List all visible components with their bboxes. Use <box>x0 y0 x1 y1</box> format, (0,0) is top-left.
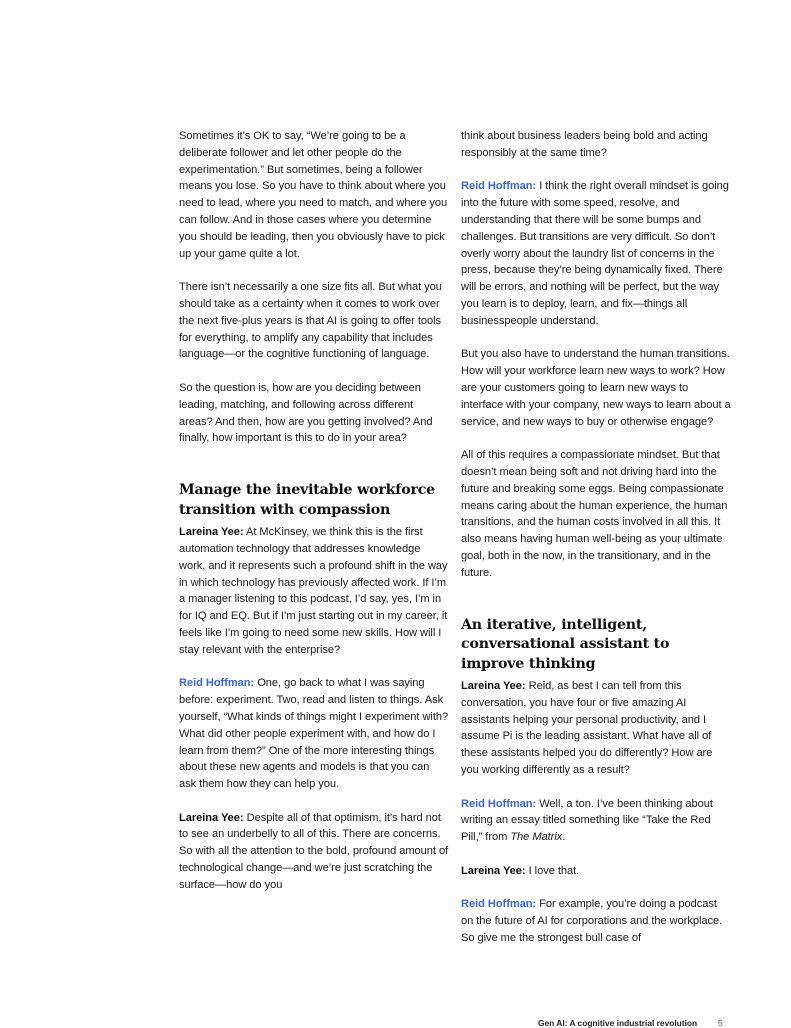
paragraph: think about business leaders being bold and acting responsibly at the same time? <box>461 130 708 159</box>
speech-text: At McKinsey, we think this is the first automation technology that addresses knowledge work, and it represents such a profound shift in the way in which technology has previously affected work. If I’m a manager listening to this podcast, I’d say, yes, I’m in for IQ and EQ. But if I’m just starting out in my career, it feels like I’m going to need some new skills. How will I stay relevant with the enterprise? <box>179 526 448 656</box>
interview-answer <box>461 896 731 946</box>
speaker-name: Lareina Yee: <box>179 526 244 539</box>
speech-text: One, go back to what I was saying before: experiment. Two, read and listen to things. Ask yourself, “What kinds of things might I experiment with? What did other people experiment with, and how do I learn from them?” One of the more interesting things about these new agents and models is that you can ask them how they can help you. <box>179 677 449 791</box>
speech-text: For example, you’re doing a podcast on the future of AI for corporations and the workplace. So give me the strongest bull case of <box>461 898 723 944</box>
paragraph: There isn’t necessarily a one size fits all. But what you should take as a certainty when it comes to work over the next five-plus years is that AI is going to offer tools for everything, to amplify any capability that includes language—or the cognitive functioning of language. <box>179 281 442 361</box>
interview-answer <box>461 796 731 846</box>
section-heading: Manage the inevitable workforce transition with compassion <box>179 482 435 518</box>
paragraph: Sometimes it’s OK to say, “We’re going to be a deliberate follower and let other people do the experimentation.” But sometimes, being a follower means you lose. So you have to think about where you need to lead, where you need to match, and where you can follow. And in those cases where you determine you should be leading, then you obviously have to pick up your game quite a lot. <box>179 130 448 260</box>
speaker-name: Reid Hoffman: <box>461 180 537 193</box>
speaker-name: Lareina Yee: <box>179 811 244 824</box>
speech-text: I think the right overall mindset is going into the future with some speed, resolve, and understanding that there will be some bumps and challenges. But transitions are very difficult. So don’t overly worry about the laundry list of concerns in the press, because they’re being dynamically fixed. There will be errors, and nothing will be perfect, but the way you learn is to deploy, learn, and fix—things all businesspeople understand. <box>461 180 729 327</box>
page-number: 5 <box>718 1018 723 1028</box>
interview-answer <box>179 675 449 793</box>
interview-question <box>179 810 449 894</box>
title-italic: The Matrix <box>510 831 563 844</box>
paragraph: But you also have to understand the human transitions. How will your workforce learn new ways to work? How are your customers going to learn new ways to interface with your company, new ways to learn about a service, and new ways to buy or otherwise engage? <box>461 348 731 428</box>
speech-text: Reid, as best I can tell from this conversation, you have four or five amazing AI assistants helping your personal productivity, and I assume Pi is the leading assistant. What have all of these assistants helped you do differently? How are you working differently as a result? <box>461 680 713 776</box>
paragraph: So the question is, how are you deciding between leading, matching, and following across different areas? And then, how are you getting involved? And finally, how important is this to do in your area? <box>179 381 433 445</box>
section-heading: An iterative, intelligent, conversational assistant to improve thinking <box>461 616 670 672</box>
speaker-name: Lareina Yee: <box>461 864 526 877</box>
speech-text: Well, a ton. I’ve been thinking about writing an essay titled something like “Take the Red Pill,” from <box>461 797 713 844</box>
speaker-name: Reid Hoffman: <box>461 797 537 810</box>
interview-question <box>461 863 731 880</box>
interview-question <box>179 524 449 658</box>
right-column <box>461 128 731 947</box>
speaker-name: Lareina Yee: <box>461 680 526 693</box>
speech-text: . <box>562 831 566 844</box>
left-column <box>179 128 449 894</box>
speech-text: I love that. <box>525 864 580 877</box>
speech-text: Despite all of that optimism, it’s hard not to see an underbelly to all of this. There are concerns. So with all the attention to the bold, profound amount of technological change—and we’re just scratching the surface—how do you <box>179 811 449 891</box>
speaker-name: Reid Hoffman: <box>461 898 537 911</box>
interview-question <box>461 678 731 779</box>
paragraph: All of this requires a compassionate mindset. But that doesn’t mean being soft and not driving hard into the future and breaking some eggs. Being compassionate means caring about the human experience, the human transitions, and the human costs involved in all this. It also means having human well-being as your ultimate goal, both in the now, in the transitionary, and in the future. <box>461 449 728 579</box>
footer-title: Gen AI: A cognitive industrial revolution <box>538 1018 698 1028</box>
interview-answer <box>461 178 731 329</box>
speaker-name: Reid Hoffman: <box>179 677 255 690</box>
